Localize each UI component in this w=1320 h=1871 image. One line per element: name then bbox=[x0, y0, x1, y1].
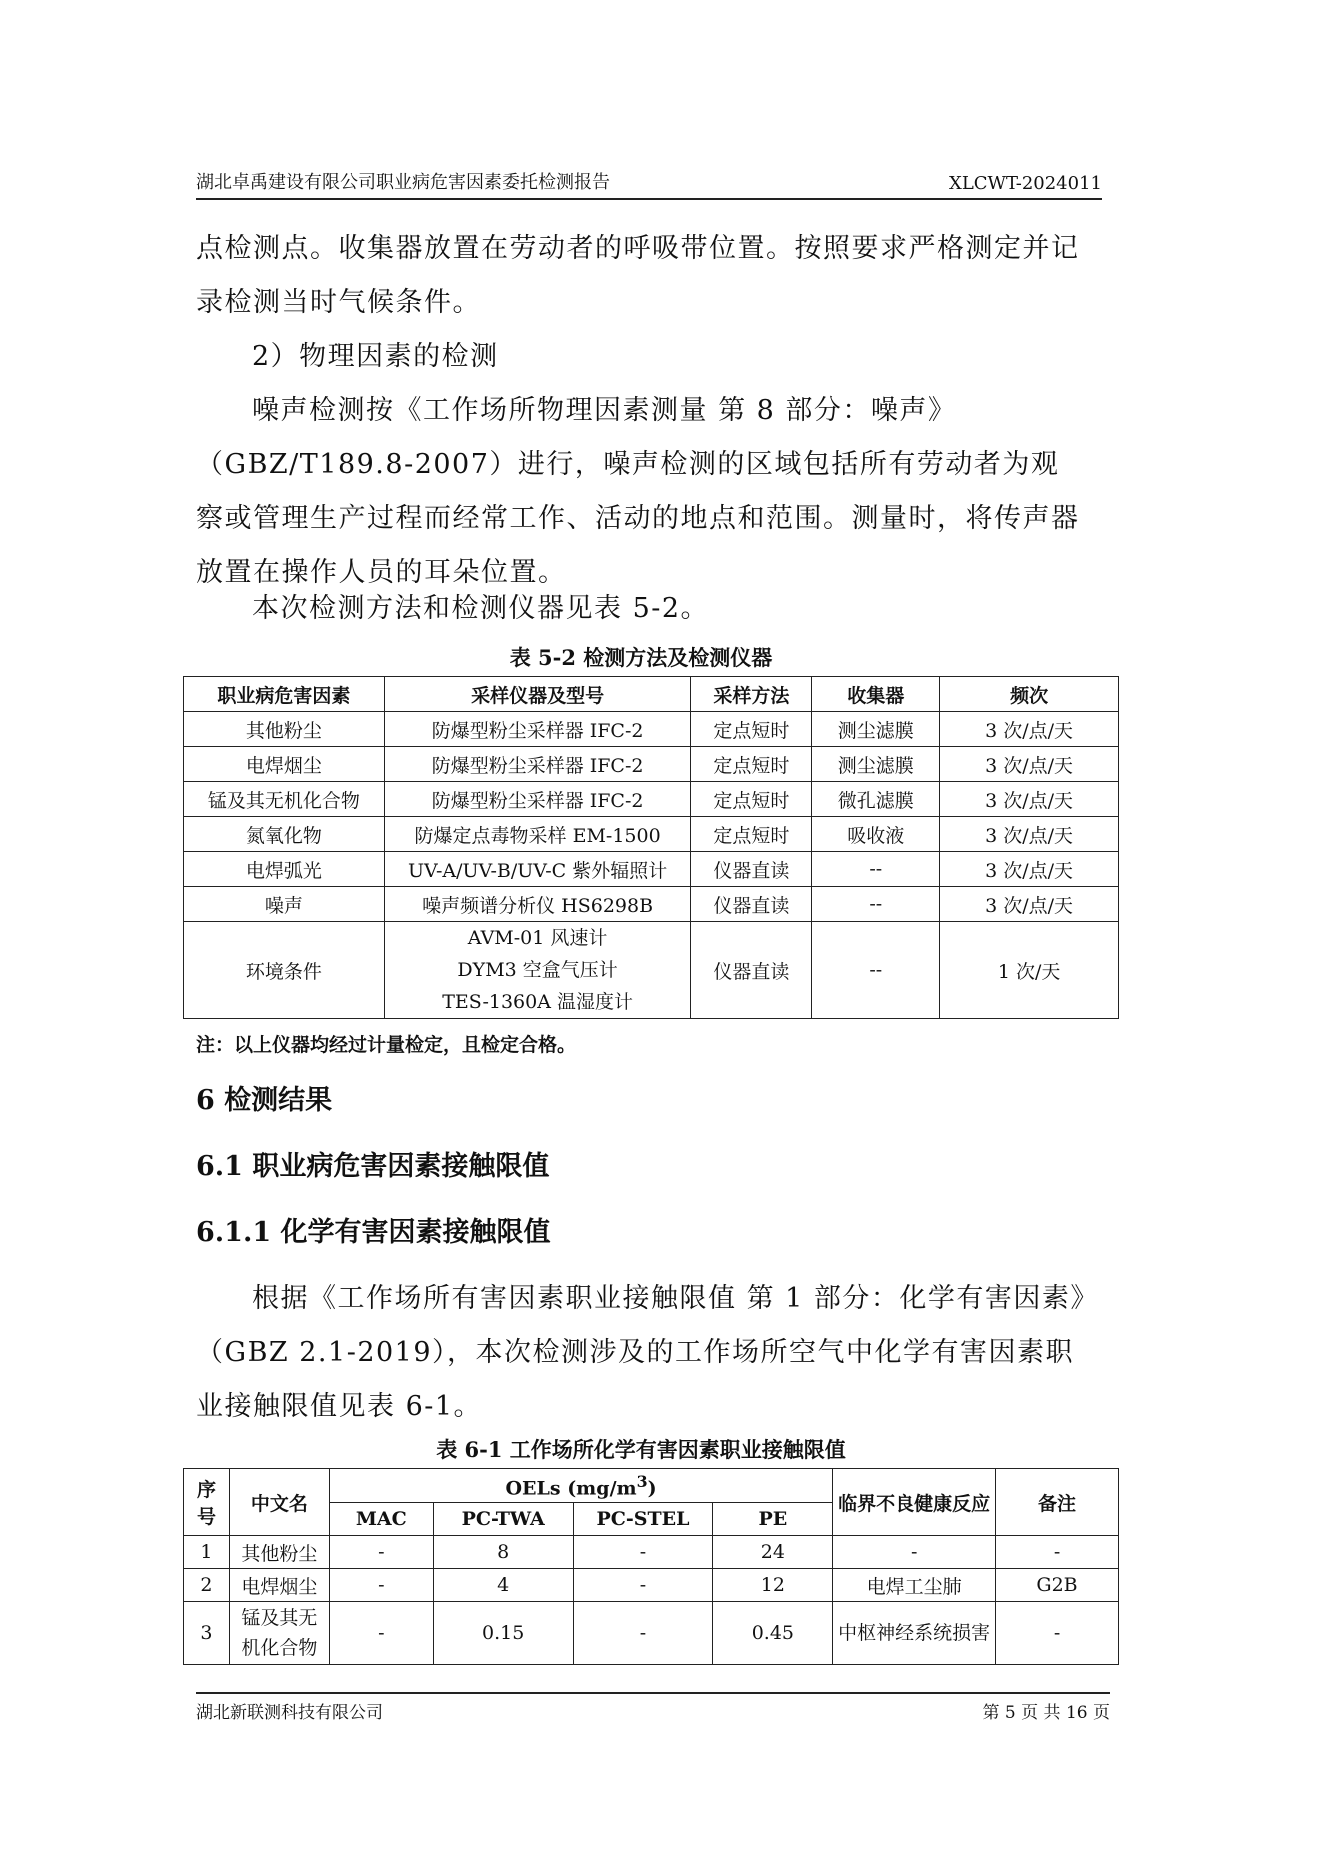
paragraph-table-ref: 本次检测方法和检测仪器见表 5-2。 bbox=[252, 593, 710, 624]
table-cell: - bbox=[329, 1536, 433, 1569]
table-cell: 其他粉尘 bbox=[229, 1536, 329, 1569]
table-cell: 3 次/点/天 bbox=[940, 747, 1119, 782]
table-cell: 测尘滤膜 bbox=[812, 712, 940, 747]
section-heading-6-1: 6.1 职业病危害因素接触限值 bbox=[196, 1151, 550, 1182]
paragraph-sampling: 点检测点。收集器放置在劳动者的呼吸带位置。按照要求严格测定并记录检测当时气候条件。 bbox=[196, 233, 1080, 318]
table52-note: 注：以上仪器均经过计量检定，且检定合格。 bbox=[196, 1034, 577, 1056]
table-cell: - bbox=[329, 1569, 433, 1602]
table-cell: - bbox=[329, 1602, 433, 1665]
table-cell: - bbox=[996, 1602, 1119, 1665]
table-cell: 锰及其无机化合物 bbox=[184, 782, 385, 817]
section-heading-6: 6 检测结果 bbox=[196, 1085, 333, 1116]
table52-header: 收集器 bbox=[812, 677, 940, 712]
page-footer bbox=[196, 1692, 1110, 1723]
table52-caption: 表 5-2 检测方法及检测仪器 bbox=[509, 645, 773, 670]
table-cell: 1 次/天 bbox=[940, 922, 1119, 1019]
table-cell: 电焊烟尘 bbox=[229, 1569, 329, 1602]
table61-header-health: 临界不良健康反应 bbox=[833, 1469, 996, 1536]
table-row bbox=[184, 1536, 1119, 1569]
report-number: XLCWT-2024011 bbox=[949, 173, 1102, 194]
table-cell: 定点短时 bbox=[691, 712, 812, 747]
table-cell: 12 bbox=[713, 1569, 833, 1602]
table-cell: 0.45 bbox=[713, 1602, 833, 1665]
table-cell: G2B bbox=[996, 1569, 1119, 1602]
table-cell: 定点短时 bbox=[691, 782, 812, 817]
instrument-line: TES-1360A 温湿度计 bbox=[442, 991, 633, 1013]
table-cell-instruments bbox=[384, 922, 691, 1019]
table-cell: 仪器直读 bbox=[691, 922, 812, 1019]
table-row bbox=[184, 712, 1119, 747]
table52-header-row bbox=[184, 677, 1119, 712]
table61-header-oels bbox=[329, 1469, 833, 1503]
table52-header: 频次 bbox=[940, 677, 1119, 712]
table-row bbox=[184, 852, 1119, 887]
table61-header-twa: PC-TWA bbox=[433, 1502, 573, 1536]
table-row bbox=[184, 1569, 1119, 1602]
table-cell: -- bbox=[812, 852, 940, 887]
table-cell: - bbox=[573, 1602, 713, 1665]
paragraph-limits: 根据《工作场所有害因素职业接触限值 第 1 部分：化学有害因素》（GBZ 2.1-2019），本次检测涉及的工作场所空气中化学有害因素职业接触限值见表 6-1。 bbox=[196, 1283, 1086, 1422]
table-cell: - bbox=[833, 1536, 996, 1569]
table-cell: 仪器直读 bbox=[691, 887, 812, 922]
table61-header-stel: PC-STEL bbox=[573, 1502, 713, 1536]
table-cell: 噪声 bbox=[184, 887, 385, 922]
header-title: 湖北卓禹建设有限公司职业病危害因素委托检测报告 bbox=[196, 172, 610, 193]
table-cell: 3 次/点/天 bbox=[940, 712, 1119, 747]
table-cell: 定点短时 bbox=[691, 817, 812, 852]
table-exposure-limits bbox=[183, 1468, 1119, 1665]
table-row bbox=[184, 747, 1119, 782]
table61-header-pe: PE bbox=[713, 1502, 833, 1536]
table61-header-row bbox=[184, 1469, 1119, 1503]
table-cell: 24 bbox=[713, 1536, 833, 1569]
table-cell: 中枢神经系统损害 bbox=[833, 1602, 996, 1665]
table-cell: 电焊工尘肺 bbox=[833, 1569, 996, 1602]
oels-unit-sup: 3 bbox=[636, 1471, 648, 1491]
table-cell: 锰及其无机化合物 bbox=[229, 1602, 329, 1665]
table-cell: 4 bbox=[433, 1569, 573, 1602]
table-row bbox=[184, 817, 1119, 852]
table61-header-name: 中文名 bbox=[229, 1469, 329, 1536]
table-cell: 防爆型粉尘采样器 IFC-2 bbox=[384, 712, 691, 747]
table-cell: 防爆定点毒物采样 EM-1500 bbox=[384, 817, 691, 852]
table-row bbox=[184, 887, 1119, 922]
table-row bbox=[184, 782, 1119, 817]
table-cell: 3 bbox=[184, 1602, 230, 1665]
table-cell: - bbox=[996, 1536, 1119, 1569]
table-cell: 吸收液 bbox=[812, 817, 940, 852]
table-cell: 防爆型粉尘采样器 IFC-2 bbox=[384, 747, 691, 782]
table-cell: 3 次/点/天 bbox=[940, 887, 1119, 922]
table-cell: 电焊弧光 bbox=[184, 852, 385, 887]
instrument-line: DYM3 空盒气压计 bbox=[457, 959, 618, 981]
table-row-environment bbox=[184, 922, 1119, 1019]
table-cell: 3 次/点/天 bbox=[940, 817, 1119, 852]
table52-header: 采样仪器及型号 bbox=[384, 677, 691, 712]
table52-header: 职业病危害因素 bbox=[184, 677, 385, 712]
table-cell: 其他粉尘 bbox=[184, 712, 385, 747]
oels-label: OELs (mg/m bbox=[505, 1476, 637, 1499]
table-cell: 电焊烟尘 bbox=[184, 747, 385, 782]
table-cell: 微孔滤膜 bbox=[812, 782, 940, 817]
table61-header-seq: 序号 bbox=[184, 1469, 230, 1536]
table-cell: 3 次/点/天 bbox=[940, 852, 1119, 887]
table-cell: 氮氧化物 bbox=[184, 817, 385, 852]
table-cell: UV-A/UV-B/UV-C 紫外辐照计 bbox=[384, 852, 691, 887]
section-heading-6-1-1: 6.1.1 化学有害因素接触限值 bbox=[196, 1217, 551, 1248]
table52-header: 采样方法 bbox=[691, 677, 812, 712]
table61-header-remark: 备注 bbox=[996, 1469, 1119, 1536]
table-cell: 8 bbox=[433, 1536, 573, 1569]
table-cell: 1 bbox=[184, 1536, 230, 1569]
footer-company: 湖北新联测科技有限公司 bbox=[196, 1703, 383, 1723]
table-cell: 环境条件 bbox=[184, 922, 385, 1019]
table-cell: 测尘滤膜 bbox=[812, 747, 940, 782]
table-cell: 0.15 bbox=[433, 1602, 573, 1665]
instrument-line: AVM-01 风速计 bbox=[467, 927, 608, 949]
table-cell: 定点短时 bbox=[691, 747, 812, 782]
table-row bbox=[184, 1602, 1119, 1665]
page-header bbox=[196, 160, 1102, 200]
table-cell: 防爆型粉尘采样器 IFC-2 bbox=[384, 782, 691, 817]
paragraph-physical-heading: 2）物理因素的检测 bbox=[252, 341, 499, 372]
table61-header-mac: MAC bbox=[329, 1502, 433, 1536]
table-cell: - bbox=[573, 1536, 713, 1569]
table-cell: 3 次/点/天 bbox=[940, 782, 1119, 817]
oels-close: ) bbox=[647, 1476, 657, 1499]
table-cell: 2 bbox=[184, 1569, 230, 1602]
table-cell: 噪声频谱分析仪 HS6298B bbox=[384, 887, 691, 922]
table61-caption: 表 6-1 工作场所化学有害因素职业接触限值 bbox=[436, 1437, 846, 1462]
table-cell: - bbox=[573, 1569, 713, 1602]
table-methods-instruments bbox=[183, 676, 1119, 1019]
page-number: 第 5 页 共 16 页 bbox=[982, 1703, 1110, 1723]
paragraph-noise: 噪声检测按《工作场所物理因素测量 第 8 部分：噪声》（GBZ/T189.8-2007）进行，噪声检测的区域包括所有劳动者为观察或管理生产过程而经常工作、活动的地点和范围。测量时，将传声器放置在操作人员的耳朵位置。 bbox=[196, 395, 1080, 588]
table-cell: -- bbox=[812, 922, 940, 1019]
table-cell: 仪器直读 bbox=[691, 852, 812, 887]
table-cell: -- bbox=[812, 887, 940, 922]
